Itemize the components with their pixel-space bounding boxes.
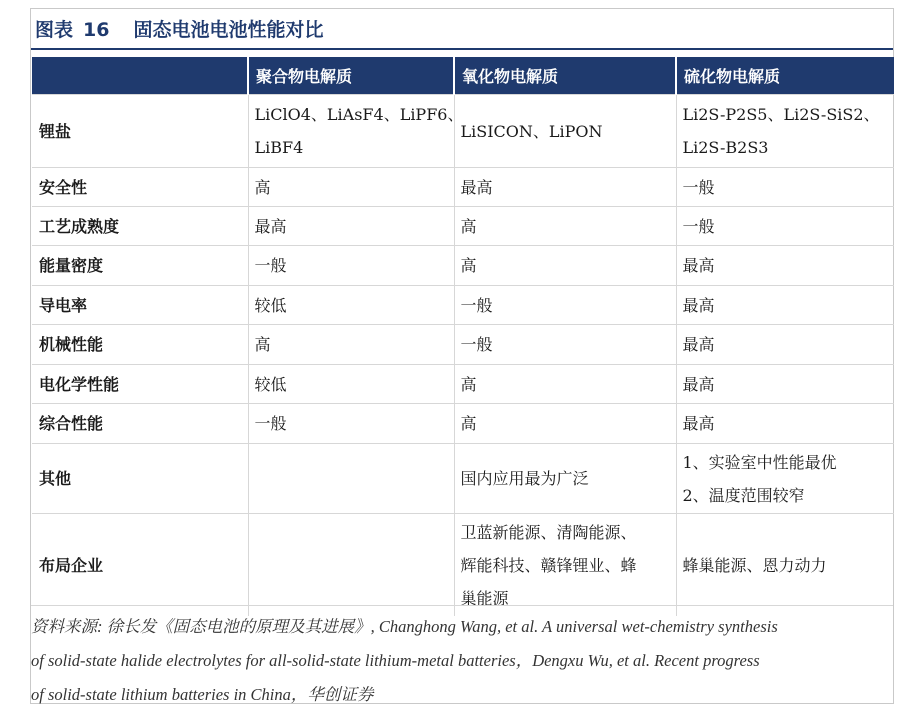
table-cell [248,168,454,207]
table-row [32,207,894,246]
header-cell: 硫化物电解质 [676,57,894,95]
figure-frame [30,8,894,704]
row-label: 布局企业 [32,514,248,617]
table-cell [454,365,676,404]
cell-line: Li2S-P2S5、Li2S-SiS2、 [682,105,880,124]
cell-line: 一般 [682,216,715,236]
table-cell [676,286,894,325]
cell-line: 高 [254,177,271,197]
cell-line: 巢能源 [460,588,509,608]
cell-line: 较低 [254,295,287,315]
cell-line: 最高 [682,295,715,315]
cell-line: LiSICON、LiPON [460,121,603,141]
source-note [31,605,893,712]
row-label: 安全性 [32,168,248,207]
table-cell [454,246,676,286]
table-cell [454,168,676,207]
cell-line: 最高 [254,216,287,236]
cell-line: 最高 [682,414,715,433]
table-cell [676,365,894,404]
cell-line: 高 [254,335,271,354]
table-cell [248,286,454,325]
row-label: 能量密度 [32,246,248,286]
table-cell [676,168,894,207]
figure-title-text: 固态电池电池性能对比 [133,19,324,41]
table-cell [454,444,676,514]
figure-title [35,15,323,43]
table-cell [676,95,894,168]
cell-line: 国内应用最为广泛 [460,469,589,488]
cell-line: 高 [460,216,477,236]
table-row [32,404,894,444]
cell-line: 一般 [254,256,287,275]
cell-line: 高 [460,374,477,394]
cell-line: 一般 [460,295,493,315]
cell-line: 2、温度范围较窄 [682,485,805,505]
header-cell: 氧化物电解质 [454,57,676,95]
table-cell [248,514,454,617]
cell-line: 蜂巢能源、恩力动力 [682,555,827,575]
table-cell [454,325,676,365]
cell-line: 辉能科技、赣锋锂业、蜂 [460,555,637,575]
cell-line: 较低 [254,374,287,394]
table-cell [454,286,676,325]
table-cell [676,444,894,514]
cell-line: 高 [460,256,477,275]
table-cell [248,325,454,365]
source-line: of solid-state lithium batteries in China，华创证券 [31,685,374,704]
cell-line: 最高 [682,335,715,354]
table-row [32,95,894,168]
table-cell [248,246,454,286]
table-cell [676,514,894,617]
header-cell: 聚合物电解质 [248,57,454,95]
table-cell [248,365,454,404]
table-row [32,514,894,617]
cell-line: 一般 [254,414,287,433]
table-cell [454,514,676,617]
row-label: 综合性能 [32,404,248,444]
table-cell [676,325,894,365]
table-cell [248,207,454,246]
table-cell [676,207,894,246]
row-label: 工艺成熟度 [32,207,248,246]
table-cell [454,404,676,444]
table-row [32,286,894,325]
table-row [32,325,894,365]
cell-line: 一般 [682,177,715,197]
table-row [32,444,894,514]
cell-line: 高 [460,414,477,433]
table-cell [248,444,454,514]
table-row [32,365,894,404]
cell-line: 一般 [460,335,493,354]
row-label: 锂盐 [32,95,248,168]
cell-line: LiClO4、LiAsF4、LiPF6、 [254,105,464,124]
cell-line: 1、实验室中性能最优 [682,452,837,472]
header-cell [32,57,248,95]
figure-number: 16 [83,19,110,41]
table-cell [454,207,676,246]
cell-line: 最高 [460,177,493,197]
cell-line: Li2S-B2S3 [682,138,769,157]
cell-line: LiBF4 [254,138,304,157]
table-header-row [32,57,894,95]
cell-line: 最高 [682,374,715,394]
cell-line: 卫蓝新能源、清陶能源、 [460,522,637,542]
row-label: 电化学性能 [32,365,248,404]
table-cell [454,95,676,168]
figure-label: 图表 [35,19,74,41]
table-row [32,246,894,286]
table-cell [248,95,464,168]
table-row [32,168,894,207]
table-cell [676,404,894,444]
source-line: 资料来源: 徐长发《固态电池的原理及其进展》, Changhong Wang, et al. A universal wet-chemistry synthesis [31,617,778,636]
title-rule [31,48,893,50]
table-cell [248,404,454,444]
row-label: 其他 [32,444,248,514]
table-cell [676,246,894,286]
row-label: 机械性能 [32,325,248,365]
comparison-table [32,57,894,616]
cell-line: 最高 [682,256,715,275]
source-line: of solid-state halide electrolytes for all-solid-state lithium-metal batteries，Dengxu Wu, et al. Recent progress [31,651,760,670]
row-label: 导电率 [32,286,248,325]
